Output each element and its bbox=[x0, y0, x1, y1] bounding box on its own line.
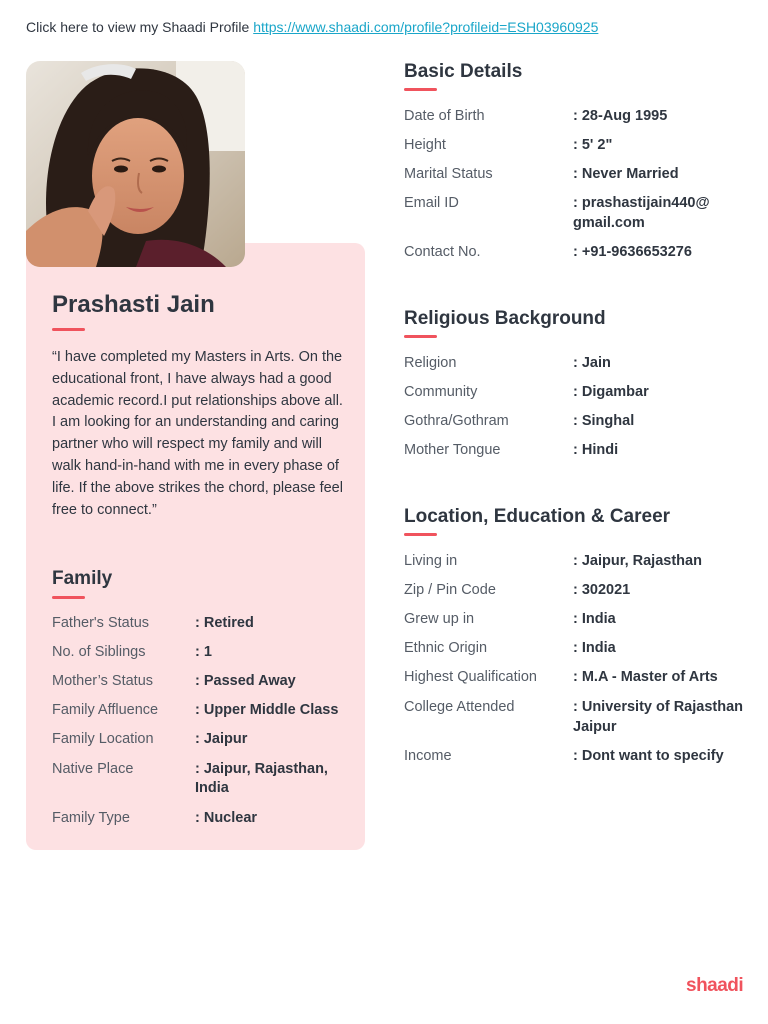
name-underline bbox=[52, 328, 85, 331]
row-value: : Upper Middle Class bbox=[195, 702, 339, 718]
row-label: Mother Tongue bbox=[404, 442, 501, 458]
profile-link-prefix: Click here to view my Shaadi Profile bbox=[26, 19, 250, 35]
row-value: : India bbox=[573, 640, 616, 656]
row-label: No. of Siblings bbox=[52, 644, 146, 660]
row-label: Email ID bbox=[404, 195, 459, 211]
profile-link[interactable]: https://www.shaadi.com/profile?profileid=ESH03960925 bbox=[253, 19, 599, 35]
row-value: : Singhal bbox=[573, 413, 635, 429]
shaadi-logo bbox=[686, 975, 743, 997]
row-label: Gothra/Gothram bbox=[404, 413, 509, 429]
profile-photo bbox=[26, 61, 245, 267]
row-value: : 302021 bbox=[573, 582, 631, 598]
row-label: Family Type bbox=[52, 810, 130, 826]
career-underline bbox=[404, 533, 437, 536]
row-label: Marital Status bbox=[404, 166, 493, 182]
family-underline bbox=[52, 596, 85, 599]
row-value: : Dont want to specify bbox=[573, 748, 724, 764]
row-value: : Jaipur, Rajasthan bbox=[573, 553, 702, 569]
row-label: Religion bbox=[404, 355, 457, 371]
row-value: : Passed Away bbox=[195, 673, 296, 689]
profile-name: Prashasti Jain bbox=[52, 291, 215, 318]
row-label: Date of Birth bbox=[404, 108, 485, 124]
religious-underline bbox=[404, 335, 437, 338]
row-value-line2: gmail.com bbox=[573, 215, 645, 231]
basic-details-underline bbox=[404, 88, 437, 91]
row-value: : University of Rajasthan bbox=[573, 699, 744, 715]
row-value-line2: Jaipur bbox=[573, 719, 617, 735]
row-label: Income bbox=[404, 748, 452, 764]
row-label: Contact No. bbox=[404, 244, 481, 260]
row-value: : Jain bbox=[573, 355, 611, 371]
row-value: : Never Married bbox=[573, 166, 679, 182]
row-value: : Jaipur, Rajasthan, bbox=[195, 761, 328, 777]
row-label: Native Place bbox=[52, 761, 134, 777]
profile-link-line bbox=[26, 19, 598, 35]
row-value: : prashastijain440@ bbox=[573, 195, 710, 211]
career-title: Location, Education & Career bbox=[404, 506, 671, 527]
row-value: : India bbox=[573, 611, 616, 627]
row-label: Height bbox=[404, 137, 446, 153]
row-value: : Digambar bbox=[573, 384, 649, 400]
basic-details-title: Basic Details bbox=[404, 61, 523, 82]
row-label: Mother’s Status bbox=[52, 673, 154, 689]
row-value-line2: India bbox=[195, 780, 229, 796]
about-text: “I have completed my Masters in Arts. On the educational front, I have always had a good academic record.I put relationships above all. I am looking for an understanding and caring partner who will respect my family and will walk hand-in-hand with me in every phase of life. If the above strikes the chord, please feel free to connect.” bbox=[52, 349, 343, 518]
row-label: Ethnic Origin bbox=[404, 640, 488, 656]
row-value: : M.A - Master of Arts bbox=[573, 669, 718, 685]
row-label: Zip / Pin Code bbox=[404, 582, 496, 598]
row-value: : 28-Aug 1995 bbox=[573, 108, 668, 124]
row-value: : Hindi bbox=[573, 442, 619, 458]
row-label: Family Location bbox=[52, 731, 154, 747]
row-value: : 1 bbox=[195, 644, 212, 660]
row-label: Community bbox=[404, 384, 478, 400]
family-title: Family bbox=[52, 568, 113, 589]
row-label: Highest Qualification bbox=[404, 669, 537, 685]
row-value: : +91-9636653276 bbox=[573, 244, 692, 260]
row-value: : Retired bbox=[195, 615, 254, 631]
row-label: College Attended bbox=[404, 699, 515, 715]
row-label: Father's Status bbox=[52, 615, 150, 631]
religious-title: Religious Background bbox=[404, 308, 606, 329]
logo-text: shaadi bbox=[686, 975, 744, 996]
row-label: Family Affluence bbox=[52, 702, 159, 718]
row-value: : Nuclear bbox=[195, 810, 258, 826]
row-label: Grew up in bbox=[404, 611, 475, 627]
row-label: Living in bbox=[404, 553, 458, 569]
row-value: : Jaipur bbox=[195, 731, 248, 747]
row-value: : 5' 2" bbox=[573, 137, 613, 153]
